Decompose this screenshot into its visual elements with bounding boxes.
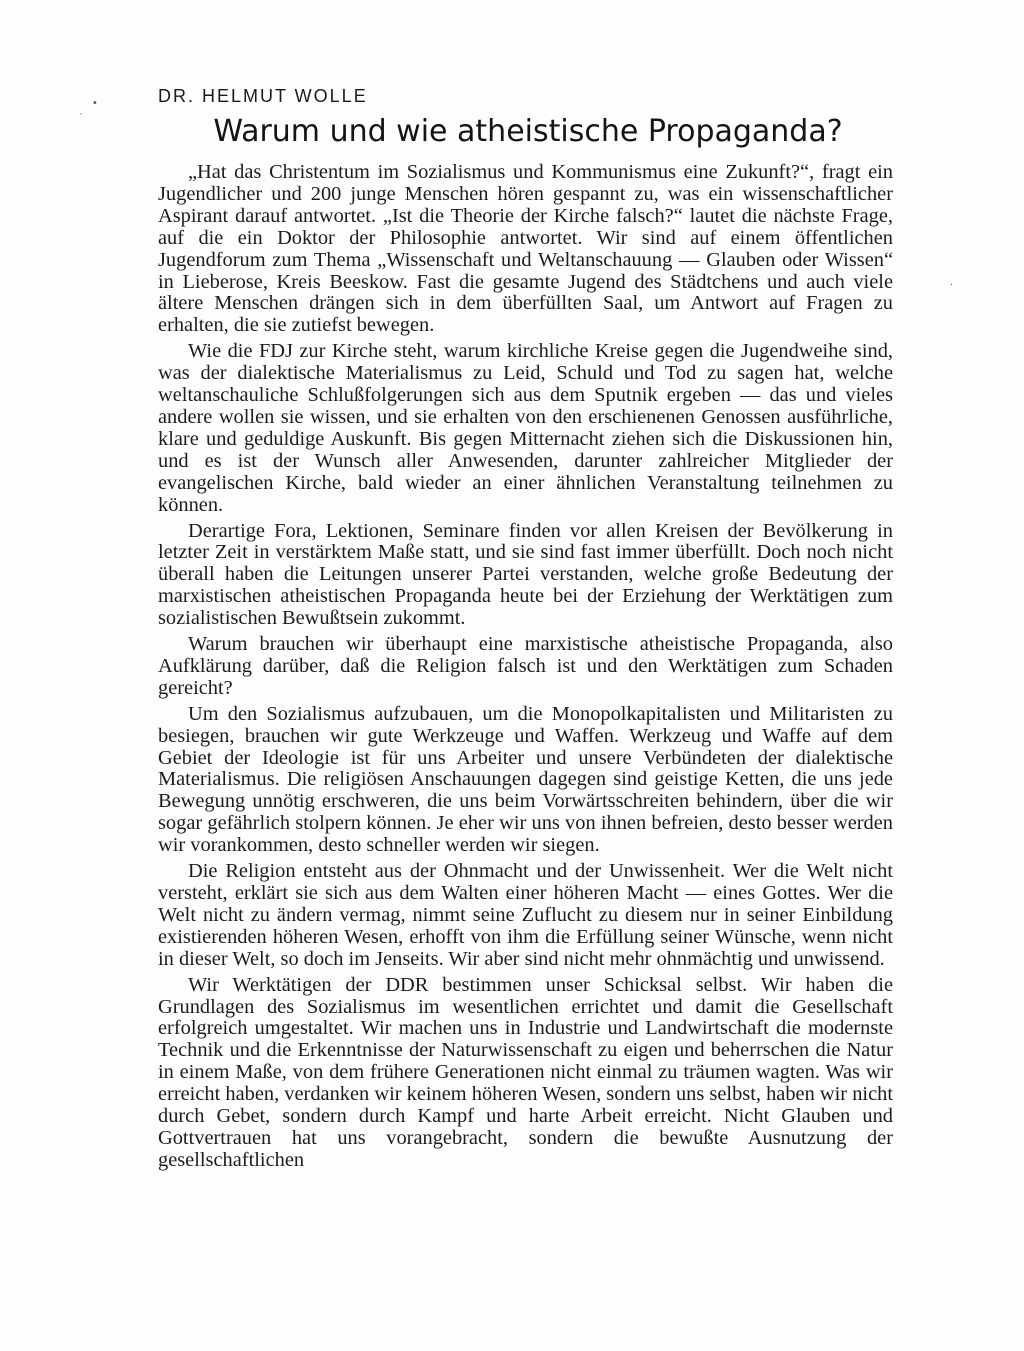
paragraph: Um den Sozialismus aufzubauen, um die Monopolkapitalisten und Militaristen zu besiegen, brauchen wir gute Werkzeuge und Waffen. Werkzeug und Waffe auf dem Gebiet der Ideologie ist für uns Arbeiter und unsere Verbündeten der dialektische Materialismus. Die religiösen Anschauungen dagegen sind geistige Ketten, die uns jede Bewegung unnötig erschweren, die uns beim Vorwärtsschreiten behindern, über die wir sogar gefährlich stolpern können. Je eher wir uns von ihnen befreien, desto besser werden wir vorankommen, desto schneller werden wir siegen. [158,702,893,857]
paragraph: Warum brauchen wir überhaupt eine marxistische atheistische Propaganda, also Aufklärung darüber, daß die Religion falsch ist und den Werktätigen zum Schaden gereicht? [158,633,893,699]
scan-speck: ′ [80,112,83,123]
scan-speck: • [92,98,98,109]
paragraph: Derartige Fora, Lektionen, Seminare finden vor allen Kreisen der Bevölkerung in letzter Zeit in verstärktem Maße statt, und sie sind fast immer überfüllt. Doch noch nicht überall haben die Leitungen unserer Partei verstanden, welche große Bedeutung der marxistischen atheistischen Propaganda heute bei der Erziehung der Werktätigen zum sozialistischen Bewußtsein zukommt. [158,519,893,630]
article-body [158,162,893,1172]
paragraph: Wir Werktätigen der DDR bestimmen unser Schicksal selbst. Wir haben die Grundlagen des Sozialismus im wesentlichen errichtet und damit die Gesellschaft erfolgreich umgestaltet. Wir machen uns in Industrie und Landwirtschaft die modernste Technik und die Erkenntnisse der Naturwissenschaft zu eigen und beherrschen die Natur in einem Maße, von dem frühere Generationen nicht einmal zu träumen wagten. Was wir erreicht haben, verdanken wir keinem höheren Wesen, sondern uns selbst, haben wir nicht durch Gebet, sondern durch Kampf und harte Arbeit erreicht. Nicht Glauben und Gottvertrauen hat uns vorangebracht, sondern die bewußte Ausnutzung der gesellschaftlichen [158,973,893,1171]
author-name: DR. HELMUT WOLLE [158,86,368,106]
scan-speck: · [950,280,954,291]
paragraph: Wie die FDJ zur Kirche steht, warum kirchliche Kreise gegen die Jugendweihe sind, was der dialektische Materialismus zu Leid, Schuld und Tod zu sagen hat, welche weltanschauliche Schlußfolgerungen sich aus dem Sputnik ergeben — das und vieles andere wollen sie wissen, und sie erhalten von den erschienenen Genossen ausführliche, klare und geduldige Auskunft. Bis gegen Mitternacht ziehen sich die Diskussionen hin, und es ist der Wunsch aller Anwesenden, darunter zahlreicher Mitglieder der evangelischen Kirche, bald wieder an einer ähnlichen Veranstaltung teilnehmen zu können. [158,340,893,516]
paragraph: Die Religion entsteht aus der Ohnmacht und der Unwissenheit. Wer die Welt nicht versteht, erklärt sie sich aus dem Walten einer höheren Macht — eines Gottes. Wer die Welt nicht zu ändern vermag, nimmt seine Zuflucht zu diesem nur in seiner Einbildung existierenden höheren Wesen, erhofft von ihm die Erfüllung seiner Wünsche, wenn nicht in dieser Welt, so doch im Jenseits. Wir aber sind nicht mehr ohnmächtig und unwissend. [158,860,893,970]
paragraph: „Hat das Christentum im Sozialismus und Kommunismus eine Zukunft?“, fragt ein Jugendlicher und 200 junge Menschen hören gespannt zu, was ein wissenschaftlicher Aspirant darauf antwortet. „Ist die Theorie der Kirche falsch?“ lautet die nächste Frage, auf die ein Doktor der Philosophie antwortet. Wir sind auf einem öffentlichen Jugendforum zum Thema „Wissenschaft und Weltanschauung — Glauben oder Wissen“ in Lieberose, Kreis Beeskow. Fast die gesamte Jugend des Städtchens und auch viele ältere Menschen drängen sich in dem überfüllten Saal, um Antwort auf Fragen zu erhalten, die sie zutiefst bewegen. [158,161,893,337]
article-title: Warum und wie atheistische Propaganda? [213,114,843,149]
